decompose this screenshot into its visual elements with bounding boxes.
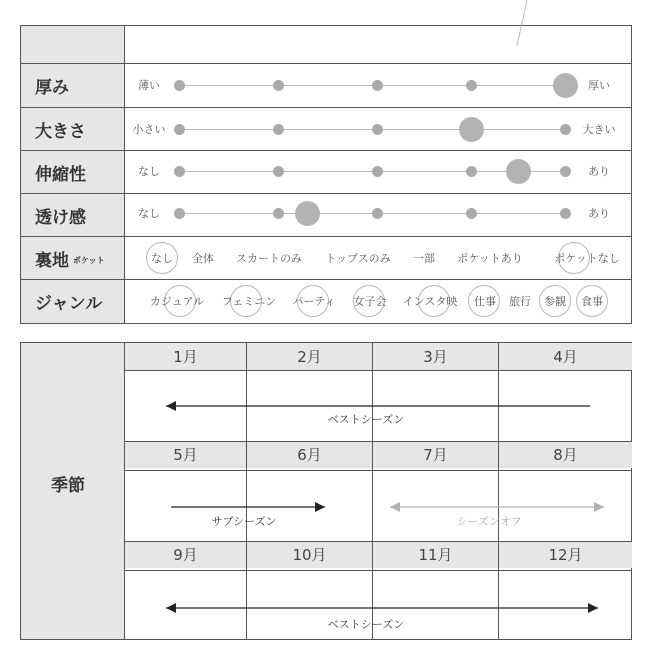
lining-sublabel: ポケット — [73, 255, 105, 265]
genre-option: パーティ — [292, 295, 336, 308]
scale-dot — [174, 166, 185, 177]
scale-right-label: あり — [588, 207, 610, 220]
label-size: 大きさ — [35, 121, 86, 142]
decorative-stroke — [505, 0, 535, 50]
month-header: 4月 — [499, 343, 632, 370]
month-header: 11月 — [373, 541, 498, 568]
scale-dot — [372, 208, 383, 219]
month-header: 7月 — [373, 441, 498, 468]
scale-level-marker — [459, 117, 484, 142]
lining-label: 裏地 — [35, 250, 69, 271]
genre-option: 仕事 — [474, 295, 496, 308]
genre-option: 旅行 — [509, 295, 531, 308]
month-header: 12月 — [499, 541, 632, 568]
month-header: 1月 — [125, 343, 246, 370]
arrow-label: ベストシーズン — [327, 618, 405, 631]
scale-dot — [466, 80, 477, 91]
label-thickness: 厚み — [35, 78, 69, 98]
scale-level-marker — [553, 73, 578, 98]
grid-hline — [124, 441, 632, 442]
lining-option: トップスのみ — [325, 252, 391, 265]
genre-option: カジュアル — [149, 295, 205, 308]
grid-hline — [124, 470, 632, 471]
scale-left-label: なし — [138, 165, 160, 178]
scale-dot — [174, 124, 185, 135]
label-genre: ジャンル — [35, 294, 103, 314]
scale-dot — [273, 124, 284, 135]
scale-dot — [273, 208, 284, 219]
genre-option: フェミニン — [221, 295, 277, 308]
grid-hline — [124, 570, 632, 571]
arrow-label: ベストシーズン — [327, 413, 405, 426]
scale-dot — [372, 80, 383, 91]
scale-dot — [273, 80, 284, 91]
grid-hline — [124, 370, 632, 371]
genre-option: 女子会 — [353, 295, 387, 308]
label-sheer: 透け感 — [35, 207, 86, 228]
scale-right-label: あり — [588, 165, 610, 178]
lining-option: ポケットあり — [457, 252, 523, 265]
arrow-label: サブシーズン — [211, 515, 277, 528]
scale-left-label: 小さい — [132, 123, 166, 136]
grid-vline — [124, 342, 125, 640]
genre-option: 参観 — [544, 295, 566, 308]
lining-option: 全体 — [192, 252, 214, 265]
grid-vline — [498, 342, 499, 640]
scale-dot — [466, 166, 477, 177]
scale-left-label: 薄い — [138, 79, 160, 92]
grid-vline — [246, 342, 247, 640]
month-header: 5月 — [125, 441, 246, 468]
scale-level-marker — [506, 159, 531, 184]
scale-dot — [174, 208, 185, 219]
month-header: 8月 — [499, 441, 632, 468]
month-header: 3月 — [373, 343, 498, 370]
scale-dot — [560, 208, 571, 219]
label-season: 季節 — [51, 475, 85, 496]
scale-left-label: なし — [138, 207, 160, 220]
label-stretch: 伸縮性 — [35, 164, 86, 185]
scale-dot — [273, 166, 284, 177]
scale-dot — [560, 166, 571, 177]
month-header: 10月 — [247, 541, 372, 568]
grid-vline — [372, 342, 373, 640]
scale-dot — [466, 208, 477, 219]
lining-option: 一部 — [413, 252, 435, 265]
grid-hline — [124, 541, 632, 542]
scale-dot — [372, 166, 383, 177]
month-header: 9月 — [125, 541, 246, 568]
genre-option: インスタ映 — [402, 295, 458, 308]
scale-right-label: 大きい — [582, 123, 616, 136]
lining-option: ポケットなし — [554, 252, 620, 265]
scale-dot — [560, 124, 571, 135]
month-header: 2月 — [247, 343, 372, 370]
scale-dot — [174, 80, 185, 91]
lining-option: なし — [151, 252, 173, 265]
lining-option: スカートのみ — [236, 252, 302, 265]
label-lining — [21, 237, 125, 279]
genre-option: 食事 — [581, 295, 603, 308]
scale-right-label: 厚い — [588, 79, 610, 92]
month-header: 6月 — [247, 441, 372, 468]
scale-level-marker — [295, 201, 320, 226]
arrow-label: シーズンオフ — [456, 515, 522, 528]
scale-dot — [372, 124, 383, 135]
